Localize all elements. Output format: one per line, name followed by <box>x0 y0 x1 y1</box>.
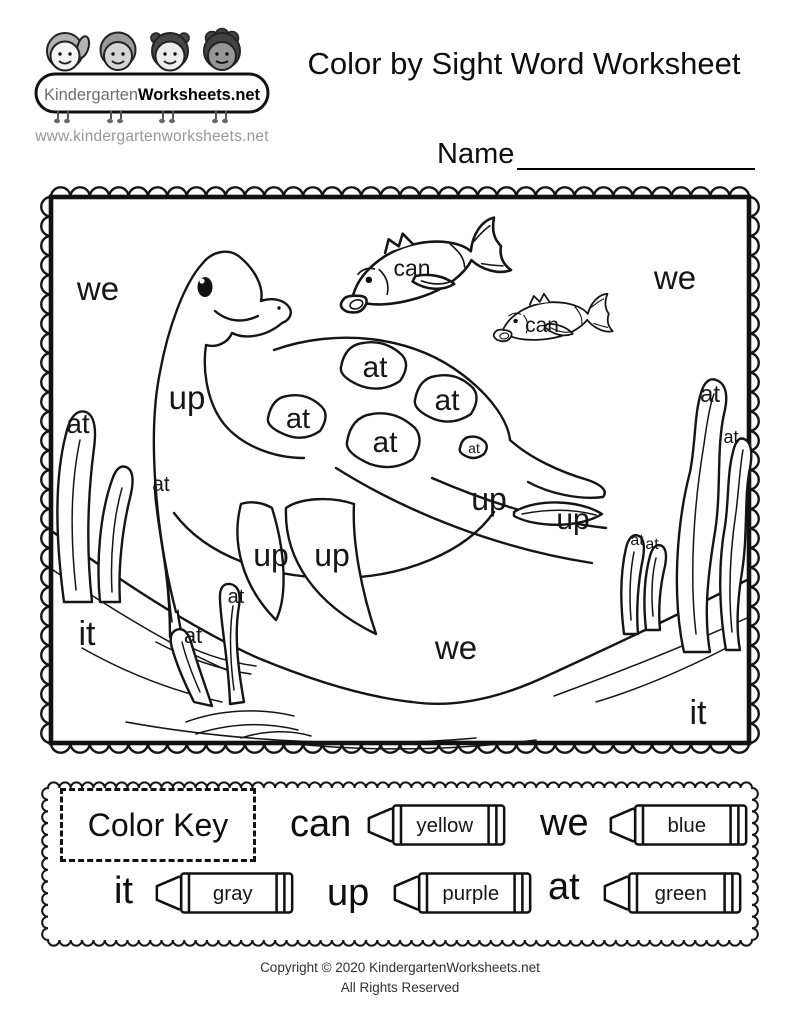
crayon-purple-icon <box>390 866 536 920</box>
name-label: Name <box>437 138 515 170</box>
sight-word: can <box>393 255 431 281</box>
sight-word: it <box>689 694 707 732</box>
sight-word: we <box>76 270 120 307</box>
sight-word: we <box>434 629 478 666</box>
sight-word: at <box>630 532 644 549</box>
key-word-it: it <box>114 870 133 912</box>
sight-word: at <box>468 440 480 456</box>
footer-copyright: Copyright © 2020 KindergartenWorksheets.net <box>260 960 540 975</box>
sight-word: up <box>168 379 206 416</box>
crayon-label: yellow <box>416 813 474 837</box>
logo-kids-heads <box>47 29 240 71</box>
logo-kids-feet <box>54 119 228 123</box>
sight-word: can <box>525 314 559 337</box>
key-word-we: we <box>540 802 589 844</box>
crayon-label: blue <box>667 813 707 837</box>
logo-brand-text: KindergartenWorksheets.net <box>44 85 265 104</box>
crayon-blue-icon <box>606 798 752 852</box>
key-word-at: at <box>548 866 580 908</box>
sight-word: at <box>66 408 90 439</box>
sight-word: it <box>78 615 96 653</box>
key-word-can: can <box>290 803 352 845</box>
footer <box>0 958 800 997</box>
color-key <box>40 780 760 948</box>
crayon-yellow-icon <box>364 798 510 852</box>
crayon-gray-icon <box>152 866 298 920</box>
kindergarten-worksheets-logo <box>30 24 274 128</box>
crayon-label: green <box>654 881 707 905</box>
sight-word: at <box>372 426 398 459</box>
sight-word: at <box>434 384 460 417</box>
sight-word: at <box>362 351 388 384</box>
sight-word: at <box>285 403 311 435</box>
sight-word: up <box>556 503 590 536</box>
sight-word: at <box>183 623 203 648</box>
color-key-heading-box <box>60 788 256 862</box>
sight-word: at <box>645 536 659 553</box>
name-blank-line <box>517 168 755 170</box>
sight-word: up <box>314 537 350 573</box>
sight-word: at <box>699 381 721 408</box>
crayon-label: gray <box>212 881 253 905</box>
logo-website-url: www.kindergartenworksheets.net <box>35 128 269 145</box>
crayon-green-icon <box>600 866 746 920</box>
footer-rights: All Rights Reserved <box>340 979 460 995</box>
color-key-heading: Color Key <box>87 806 229 843</box>
sight-word: we <box>653 259 697 296</box>
nostril <box>277 306 280 309</box>
sight-word: at <box>152 473 170 496</box>
sight-word: up <box>253 537 289 573</box>
key-word-up: up <box>327 872 370 914</box>
sight-word: at <box>723 427 739 447</box>
sight-word: up <box>471 481 507 517</box>
coloring-picture <box>36 182 764 758</box>
crayon-label: purple <box>442 881 500 905</box>
picture-svg <box>36 182 764 758</box>
page-title: Color by Sight Word Worksheet <box>307 46 741 81</box>
sight-word: at <box>227 586 245 608</box>
